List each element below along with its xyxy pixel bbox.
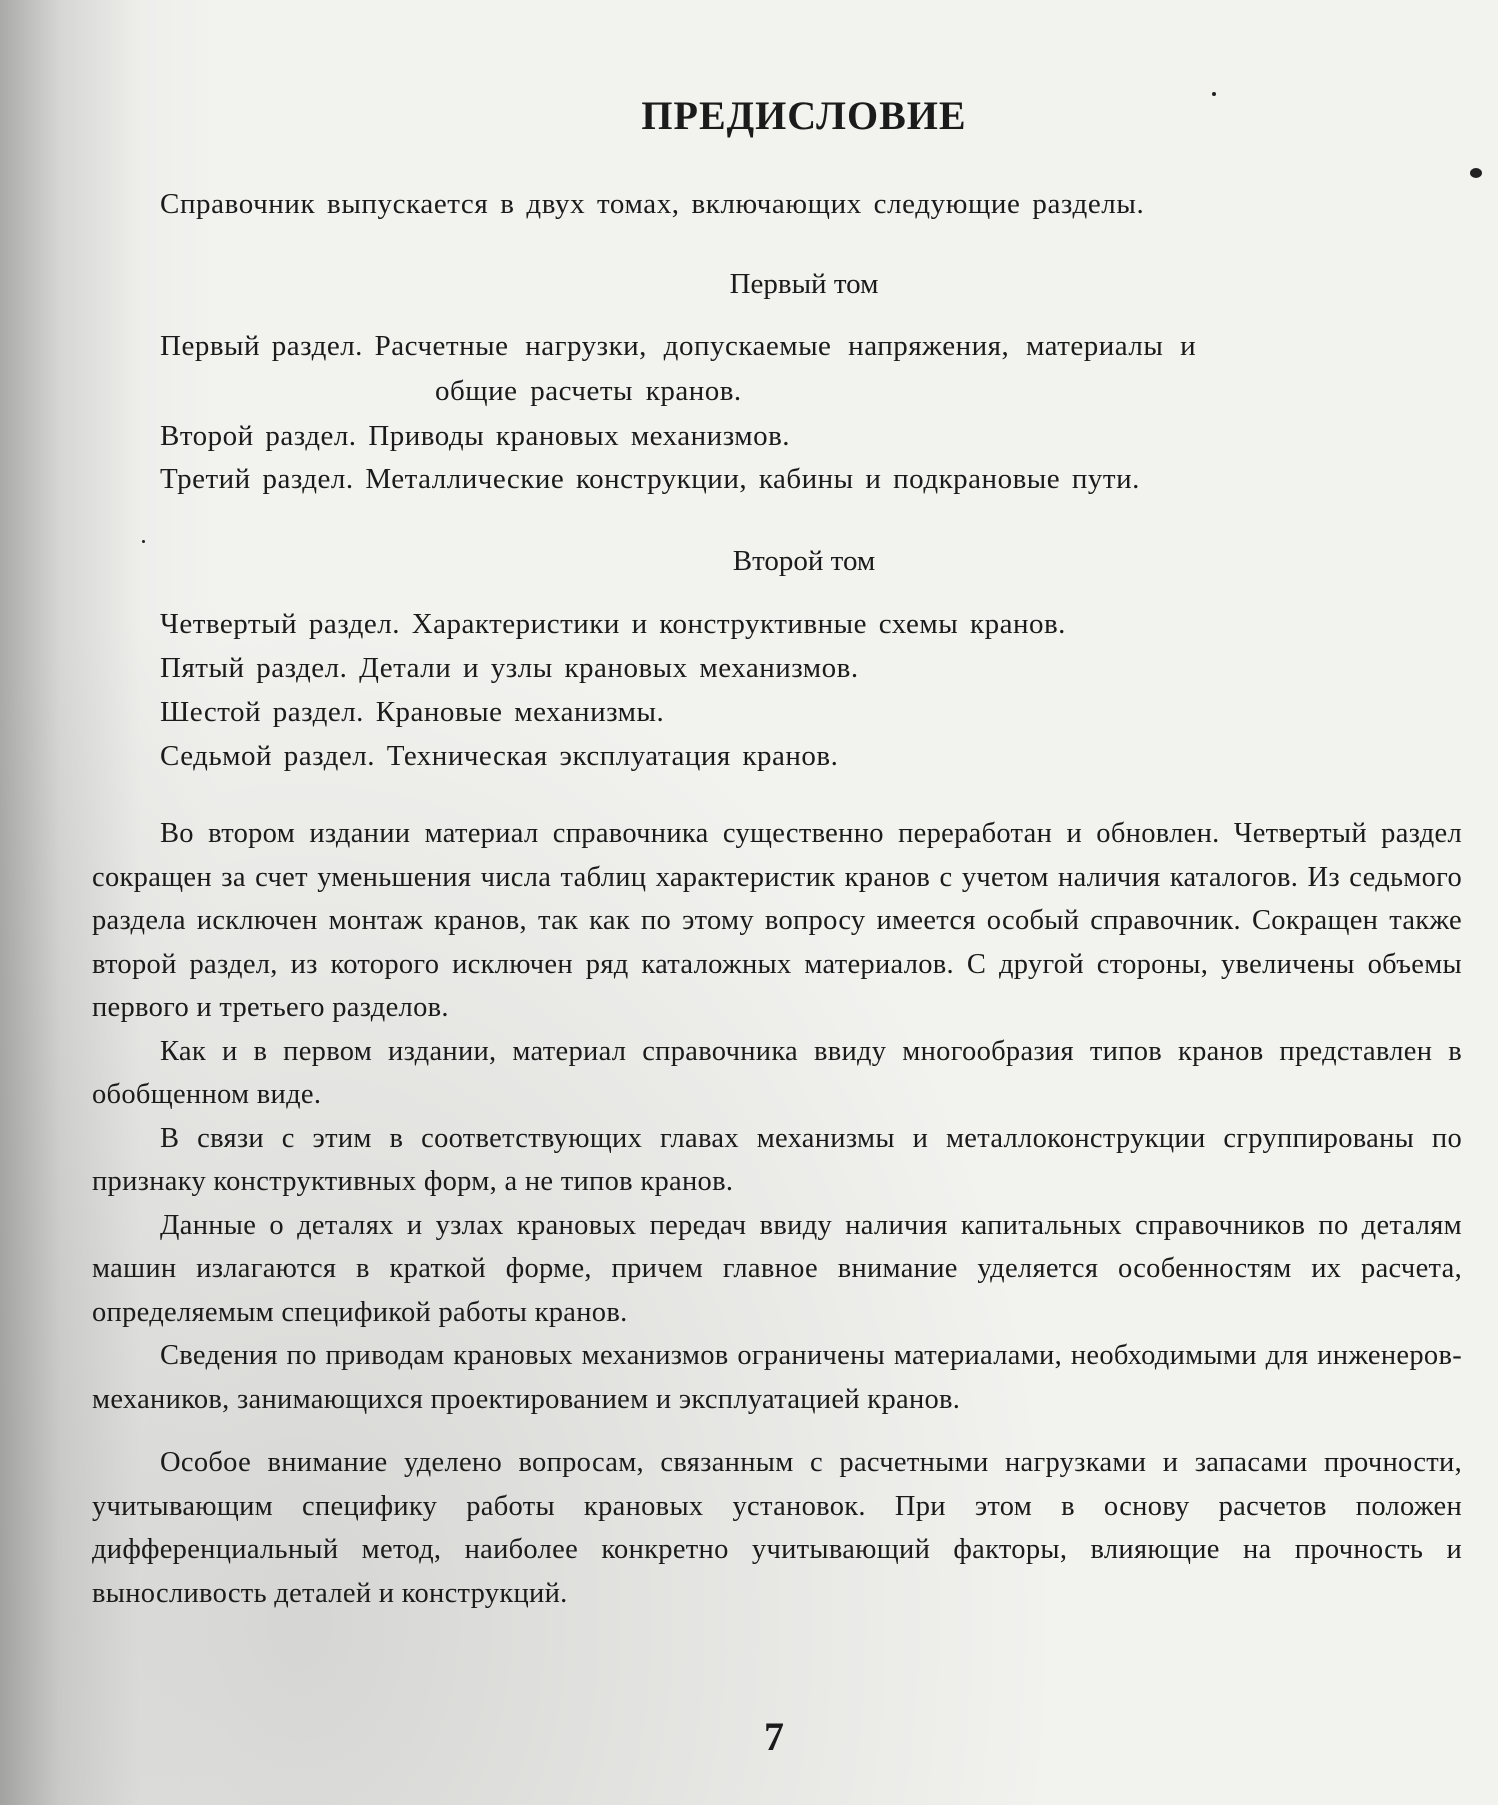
intro-sentence: Справочник выпускается в двух томах, включающих следующие разделы. [160,188,1145,220]
section-3-name: Третий раздел. [160,463,354,495]
section-3 [160,463,1460,496]
paragraph-4: Данные о деталях и узлах крановых передач ввиду наличия капитальных справочников по деталям машин излагаются в краткой форме, причем главное внимание уделяется особенностям их расчета, определяемым спецификой работы кранов. [92,1209,1462,1328]
volume-1-heading: Первый том [729,268,879,300]
paragraph-3: В связи с этим в соответствующих главах механизмы и металлоконструкции сгруппированы по признаку конструктивных форм, а не типов кранов. [92,1122,1462,1197]
section-4-name: Четвертый раздел. [160,608,400,640]
section-5-name: Пятый раздел. [160,652,348,684]
section-2 [160,420,1460,453]
section-6-text: Крановые механизмы. [375,696,665,728]
section-4-text: Характеристики и конструктивные схемы кранов. [411,608,1066,640]
page-title: ПРЕДИСЛОВИЕ [641,93,967,138]
paragraph-6: Особое внимание уделено вопросам, связанным с расчетными нагрузками и запасами прочности, учитывающим специфику работы крановых установок. При этом в основу расчетов положен дифференциальный метод, наиболее конкретно учитывающий факторы, влияющие на прочность и выносливость деталей и конструкций. [92,1447,1462,1609]
section-3-text: Металлические конструкции, кабины и подкрановые пути. [365,463,1140,495]
volume-2-heading: Второй том [732,545,876,577]
section-1-continuation: общие расчеты кранов. [435,375,742,407]
section-1-name: Первый раздел. [160,330,363,362]
section-1-text: Расчетные нагрузки, допускаемые напряжения, материалы и [374,330,1197,362]
section-6 [160,696,1460,729]
page-number: 7 [764,1714,784,1759]
section-2-name: Второй раздел. [160,420,357,452]
paragraph-5: Сведения по приводам крановых механизмов ограничены материалами, необходимыми для инженеров-механиков, занимающихся проектированием и эксплуатацией кранов. [92,1340,1462,1415]
paragraph-1: Во втором издании материал справочника существенно переработан и обновлен. Четвертый раздел сокращен за счет уменьшения числа таблиц характеристик кранов с учетом наличия каталогов. Из седьмого раздела исключен монтаж кранов, так как по этому вопросу имеется особый справочник. Сокращен также второй раздел, из которого исключен ряд каталожных материалов. С другой стороны, увеличены объемы первого и третьего разделов. [92,818,1462,1023]
section-5 [160,652,1460,685]
section-7 [160,740,1460,773]
ink-speck [1470,168,1482,178]
section-4 [160,608,1460,641]
section-2-text: Приводы крановых механизмов. [368,420,791,452]
ink-speck [142,540,145,543]
section-7-text: Техническая эксплуатация кранов. [386,740,839,772]
section-1 [160,330,1460,363]
body-text [92,812,1462,1615]
ink-speck [1212,92,1216,96]
section-6-name: Шестой раздел. [160,696,364,728]
paragraph-2: Как и в первом издании, материал справочника ввиду многообразия типов кранов представлен в обобщенном виде. [92,1035,1462,1110]
section-7-name: Седьмой раздел. [160,740,375,772]
section-5-text: Детали и узлы крановых механизмов. [359,652,859,684]
